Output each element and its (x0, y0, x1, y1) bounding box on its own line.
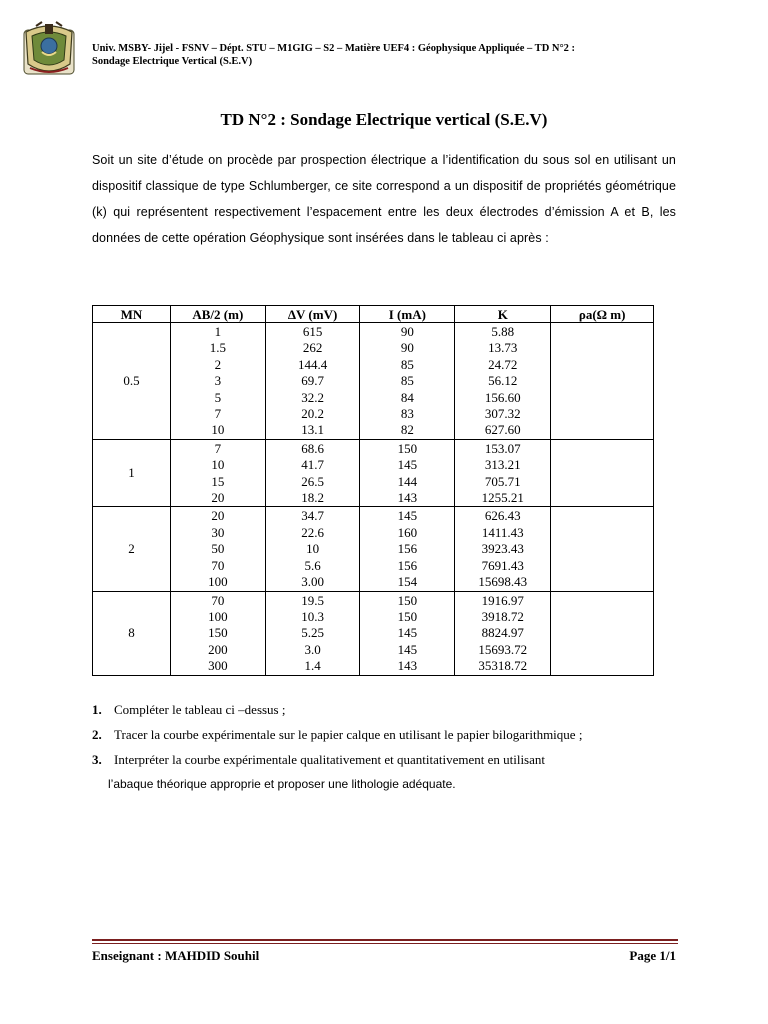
table-cell-value: 156 (397, 557, 418, 573)
mn-cell: 0.5 (93, 323, 171, 440)
footer-rule (92, 939, 678, 941)
header-mn: MN (93, 306, 171, 323)
table-cell-value: 85 (400, 356, 414, 372)
table-cell-value: 5 (214, 389, 222, 405)
delta-v-cell (265, 323, 360, 440)
table-cell-value: 156.60 (484, 389, 521, 405)
table-cell-value: 143 (397, 490, 418, 506)
document-header (92, 42, 712, 68)
table-cell-value: 615 (302, 324, 323, 339)
table-cell-value: 2 (214, 356, 222, 372)
table-cell-value: 22.6 (301, 524, 324, 540)
table-cell-value: 10 (211, 457, 225, 473)
table-cell-value: 150 (208, 625, 228, 641)
table-cell-value: 19.5 (301, 592, 324, 608)
table-cell-value: 70 (211, 592, 225, 608)
table-cell-value: 84 (400, 389, 414, 405)
table-cell-value: 3.00 (301, 574, 324, 590)
table-row (93, 591, 654, 675)
k-cell (455, 439, 551, 507)
table-cell-value: 20.2 (301, 406, 324, 422)
table-cell-value: 85 (400, 373, 414, 389)
mn-cell: 2 (93, 507, 171, 591)
header-delta-v: ΔV (mV) (265, 306, 360, 323)
table-row (93, 323, 654, 440)
table-cell-value: 143 (397, 658, 418, 674)
table-cell-value: 13.73 (488, 340, 518, 356)
rho-a-cell (551, 323, 654, 440)
table-cell-value: 705.71 (484, 473, 521, 489)
table-cell-value: 627.60 (484, 422, 521, 438)
delta-v-cell (265, 591, 360, 675)
header-k: K (455, 306, 551, 323)
table-cell-value: 144.4 (297, 356, 328, 372)
question-item (92, 747, 676, 797)
table-cell-value: 5.6 (304, 557, 321, 573)
table-cell-value: 34.7 (301, 508, 324, 524)
table-cell-value: 5.88 (491, 324, 515, 339)
table-cell-value: 35318.72 (478, 658, 528, 674)
table-cell-value: 300 (208, 658, 228, 674)
table-cell-value: 18.2 (301, 490, 324, 506)
footer-page-number: Page 1/1 (629, 948, 676, 963)
current-cell (360, 439, 455, 507)
table-cell-value: 145 (397, 457, 418, 473)
ab2-cell (170, 591, 265, 675)
table-cell-value: 7 (214, 406, 222, 422)
table-cell-value: 56.12 (488, 373, 518, 389)
current-cell (360, 323, 455, 440)
table-cell-value: 90 (400, 324, 414, 339)
table-cell-value: 160 (397, 524, 418, 540)
header-ab2: AB/2 (m) (170, 306, 265, 323)
table-cell-value: 153.07 (484, 440, 521, 456)
table-cell-value: 82 (400, 422, 414, 438)
page-title: TD N°2 : Sondage Electrique vertical (S.E.V) (220, 110, 548, 129)
table-cell-value: 13.1 (301, 422, 324, 438)
k-cell (455, 507, 551, 591)
table-cell-value: 1 (214, 324, 222, 339)
mn-cell: 1 (93, 439, 171, 507)
header-line-1: Univ. MSBY- Jijel - FSNV – Dépt. STU – M1GIG – S2 – Matière UEF4 : Géophysique Appliquée – TD N°2 : (92, 43, 576, 54)
data-table (92, 305, 654, 676)
table-cell-value: 68.6 (301, 440, 324, 456)
question-text: Compléter le tableau ci –dessus ; (114, 702, 286, 717)
question-number: 1. (92, 702, 102, 717)
table-cell-value: 307.32 (484, 406, 521, 422)
table-cell-value: 1411.43 (481, 524, 524, 540)
table-cell-value: 3.0 (304, 641, 321, 657)
table-cell-value: 10.3 (301, 608, 324, 624)
table-cell-value: 7 (214, 440, 222, 456)
table-header-row (93, 306, 654, 323)
footer-rule-thin (92, 943, 678, 944)
table-cell-value: 69.7 (301, 373, 324, 389)
table-cell-value: 100 (208, 574, 228, 590)
header-current: I (mA) (360, 306, 455, 323)
table-cell-value: 1255.21 (481, 490, 524, 506)
table-cell-value: 24.72 (488, 356, 518, 372)
table-cell-value: 144 (397, 473, 418, 489)
question-text: Interpréter la courbe expérimentale qualitativement et quantitativement en utilisant (114, 752, 545, 767)
delta-v-cell (265, 507, 360, 591)
question-text-continuation: l’abaque théorique approprie et proposer une lithologie adéquate. (108, 777, 456, 791)
questions-list (92, 697, 676, 797)
table-cell-value: 262 (302, 340, 323, 356)
table-cell-value: 32.2 (301, 389, 324, 405)
table-cell-value: 1.5 (209, 340, 226, 356)
k-cell (455, 323, 551, 440)
table-cell-value: 156 (397, 541, 418, 557)
delta-v-cell (265, 439, 360, 507)
table-cell-value: 3918.72 (481, 608, 524, 624)
table-row (93, 439, 654, 507)
table-cell-value: 313.21 (484, 457, 521, 473)
table-cell-value: 145 (397, 641, 418, 657)
question-number: 3. (92, 752, 102, 767)
question-item (92, 697, 676, 722)
table-cell-value: 90 (400, 340, 414, 356)
table-cell-value: 150 (397, 592, 418, 608)
rho-a-cell (551, 439, 654, 507)
table-cell-value: 20 (211, 490, 225, 506)
table-cell-value: 70 (211, 557, 225, 573)
table-cell-value: 100 (208, 608, 228, 624)
rho-a-cell (551, 591, 654, 675)
current-cell (360, 507, 455, 591)
table-cell-value: 150 (397, 440, 418, 456)
table-cell-value: 154 (397, 574, 418, 590)
current-cell (360, 591, 455, 675)
table-cell-value: 10 (211, 422, 225, 438)
question-number: 2. (92, 727, 102, 742)
table-cell-value: 8824.97 (481, 625, 524, 641)
ab2-cell (170, 507, 265, 591)
intro-paragraph: Soit un site d’étude on procède par prospection électrique a l’identification du sous sol en utilisant un dispositif classique de type Schlumberger, ce site correspond a un dispositif de propriétés géométrique (k) qui représentent respectivement l’espacement entre les deux électrodes d’émission A et B, les données de cette opération Géophysique sont insérées dans le tableau ci après : (92, 153, 676, 245)
table-cell-value: 145 (397, 508, 418, 524)
question-item (92, 722, 676, 747)
table-cell-value: 15693.72 (478, 641, 528, 657)
table-cell-value: 15 (211, 473, 225, 489)
header-rho-a: ρa(Ω m) (551, 306, 654, 323)
ab2-cell (170, 439, 265, 507)
table-cell-value: 41.7 (301, 457, 324, 473)
ab2-cell (170, 323, 265, 440)
university-logo (20, 18, 78, 76)
table-cell-value: 7691.43 (481, 557, 524, 573)
table-cell-value: 145 (397, 625, 418, 641)
table-cell-value: 200 (208, 641, 228, 657)
question-text: Tracer la courbe expérimentale sur le papier calque en utilisant le papier bilogarithmique ; (114, 727, 583, 742)
table-cell-value: 10 (306, 541, 320, 557)
table-row (93, 507, 654, 591)
footer-teacher: Enseignant : MAHDID Souhil (92, 948, 260, 963)
table-cell-value: 30 (211, 524, 225, 540)
mn-cell: 8 (93, 591, 171, 675)
table-cell-value: 150 (397, 608, 418, 624)
table-cell-value: 26.5 (301, 473, 324, 489)
table-cell-value: 626.43 (484, 508, 521, 524)
table-cell-value: 83 (400, 406, 414, 422)
k-cell (455, 591, 551, 675)
table-cell-value: 20 (211, 508, 225, 524)
table-cell-value: 3 (214, 373, 222, 389)
table-cell-value: 5.25 (301, 625, 324, 641)
table-body (93, 323, 654, 676)
table-cell-value: 50 (211, 541, 225, 557)
table-cell-value: 1.4 (304, 658, 321, 674)
table-cell-value: 1916.97 (481, 592, 524, 608)
header-line-2: Sondage Electrique Vertical (S.E.V) (92, 56, 253, 67)
table-cell-value: 3923.43 (481, 541, 524, 557)
rho-a-cell (551, 507, 654, 591)
table-cell-value: 15698.43 (478, 574, 528, 590)
